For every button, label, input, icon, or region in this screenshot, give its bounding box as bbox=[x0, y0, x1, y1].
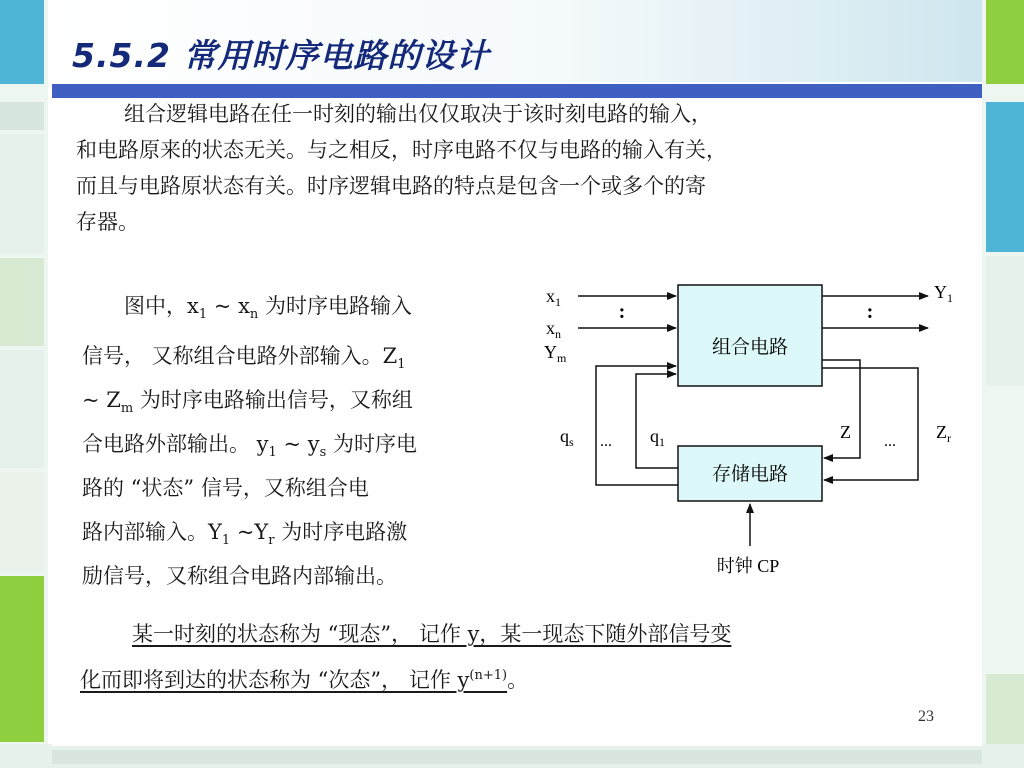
subscript: n bbox=[249, 307, 259, 323]
state-q1-feedback-arrow bbox=[636, 374, 678, 468]
text-segment: ~ y bbox=[276, 432, 320, 456]
label-text: Z bbox=[936, 422, 947, 442]
text-segment: 。 bbox=[507, 668, 529, 692]
text-segment: 为时序电 bbox=[326, 432, 417, 456]
ym-label bbox=[544, 342, 567, 365]
label-subscript: n bbox=[555, 327, 561, 341]
slide-title: 5.5.2 常用时序电路的设计 bbox=[72, 36, 490, 75]
combinational-circuit-block bbox=[678, 285, 822, 386]
subscript: s bbox=[319, 445, 327, 461]
decor-square bbox=[0, 472, 44, 572]
text-segment: ~ x bbox=[207, 294, 250, 318]
para1-line4: 存器。 bbox=[76, 210, 139, 234]
text-segment: ~ Z bbox=[82, 388, 121, 412]
decor-square bbox=[986, 102, 1024, 252]
z-label: Z bbox=[840, 422, 851, 442]
decor-bar bbox=[52, 750, 982, 764]
state-qs-feedback-arrow bbox=[596, 366, 678, 485]
label-text: q bbox=[560, 426, 569, 446]
label-subscript: m bbox=[557, 351, 567, 365]
superscript: (n+1) bbox=[469, 668, 508, 683]
text-segment: 为时序电路输出信号，又称组 bbox=[133, 388, 413, 412]
text-segment: 信号， 又称组合电路外部输入。Z bbox=[82, 344, 398, 368]
decor-square bbox=[986, 256, 1024, 386]
right-ellipsis: ... bbox=[884, 433, 896, 450]
text-segment: 合电路外部输出。 y bbox=[82, 432, 269, 456]
clock-label: 时钟 CP bbox=[716, 556, 780, 576]
right-decor-strip bbox=[982, 0, 1024, 768]
decor-square bbox=[986, 0, 1024, 84]
decor-square bbox=[986, 390, 1024, 670]
x1-label bbox=[546, 286, 561, 309]
label-text: q bbox=[650, 426, 659, 446]
label-subscript: 1 bbox=[555, 295, 561, 309]
para2-line5: 路的 “状态” 信号，又称组合电 bbox=[82, 476, 369, 500]
para1-line2: 和电路原来的状态无关。与之相反，时序电路不仅与电路的输入有关， bbox=[76, 138, 727, 162]
decor-square bbox=[0, 576, 44, 742]
para1-line3: 而且与电路原状态有关。时序逻辑电路的特点是包含一个或多个的寄 bbox=[76, 174, 706, 198]
subscript: r bbox=[268, 533, 275, 549]
input-dots: : bbox=[618, 301, 626, 323]
label-subscript: 1 bbox=[659, 435, 665, 449]
page-number: 23 bbox=[918, 708, 934, 725]
label-text: x bbox=[546, 318, 555, 338]
decor-square bbox=[0, 350, 44, 468]
left-decor-strip bbox=[0, 0, 48, 768]
para2-line6 bbox=[82, 514, 407, 559]
subscript: 1 bbox=[268, 445, 277, 461]
text-segment: 为时序电路激 bbox=[274, 520, 408, 544]
label-text: Y bbox=[544, 342, 557, 362]
decor-square bbox=[0, 258, 44, 346]
y1-label bbox=[934, 282, 953, 305]
text-segment: 化而即将到达的状态称为 “次态”， 记作 y bbox=[80, 668, 470, 692]
subscript: 1 bbox=[221, 533, 231, 549]
left-ellipsis: ... bbox=[600, 433, 612, 450]
xn-label bbox=[546, 318, 561, 341]
para2-line3 bbox=[82, 382, 413, 427]
label-text: x bbox=[546, 286, 555, 306]
decor-square bbox=[0, 102, 44, 130]
qs-label bbox=[560, 426, 574, 449]
para2-line4 bbox=[82, 426, 417, 471]
para2-line1 bbox=[124, 288, 412, 333]
subscript: m bbox=[120, 401, 134, 417]
output-dots: : bbox=[866, 301, 874, 323]
label-text: Y bbox=[934, 282, 947, 302]
label-subscript: r bbox=[947, 431, 951, 445]
text-segment: ~Y bbox=[230, 520, 269, 544]
text-segment: 图中，x bbox=[124, 294, 199, 318]
para2-line2 bbox=[82, 338, 406, 383]
storage-circuit-label: 存储电路 bbox=[711, 464, 789, 485]
subscript: 1 bbox=[198, 307, 208, 323]
bottom-decor-strip bbox=[0, 744, 1024, 768]
para1-line1: 组合逻辑电路在任一时刻的输出仅仅取决于该时刻电路的输入， bbox=[124, 102, 712, 126]
para2-line7: 励信号，又称组合电路内部输出。 bbox=[82, 564, 397, 588]
decor-square bbox=[0, 134, 44, 254]
para3-line2 bbox=[80, 658, 528, 698]
combinational-circuit-label: 组合电路 bbox=[711, 337, 789, 358]
decor-square bbox=[0, 0, 44, 84]
para3-line1: 某一时刻的状态称为 “现态”， 记作 y，某一现态下随外部信号变 bbox=[132, 622, 732, 646]
text-segment: 为时序电路输入 bbox=[258, 294, 412, 318]
text-segment: 路内部输入。Y bbox=[82, 520, 222, 544]
label-subscript: 1 bbox=[947, 291, 953, 305]
subscript: 1 bbox=[397, 357, 406, 373]
label-subscript: s bbox=[569, 435, 574, 449]
excitation-z-arrow bbox=[822, 360, 860, 458]
zr-label bbox=[936, 422, 951, 445]
sequential-circuit-diagram bbox=[530, 270, 980, 590]
excitation-zr-arrow bbox=[822, 368, 918, 480]
q1-label bbox=[650, 426, 665, 449]
